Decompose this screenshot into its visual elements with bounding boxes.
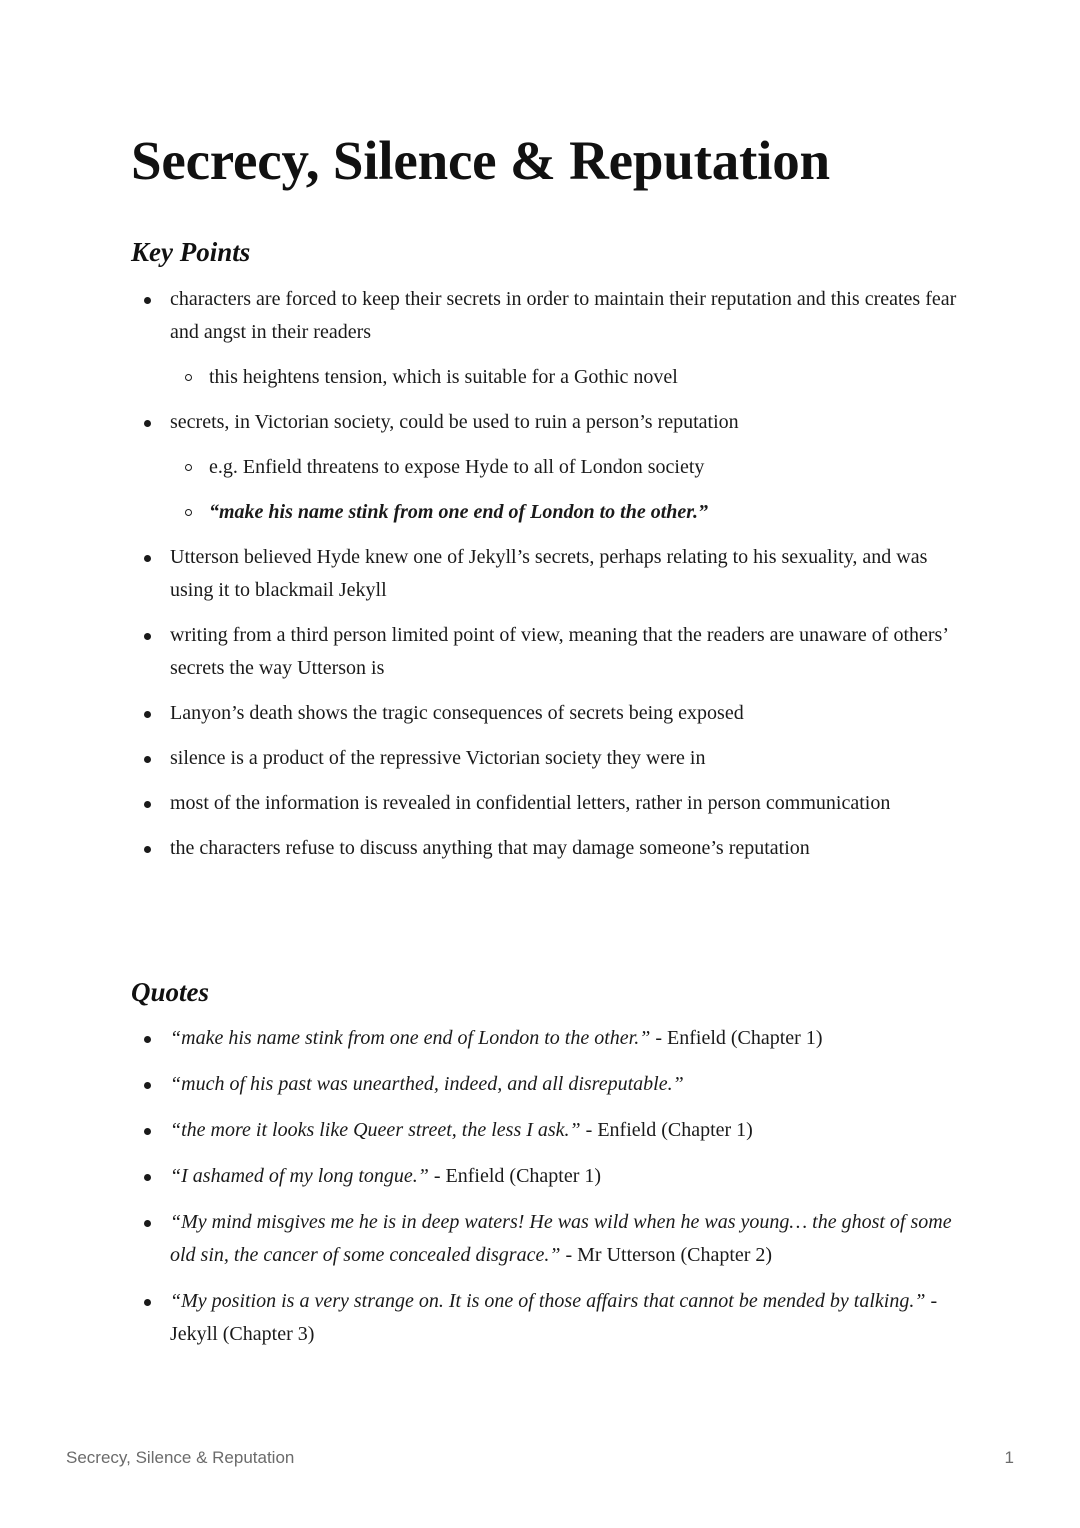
key-points-heading: Key Points [131, 237, 251, 267]
footer-title: Secrecy, Silence & Reputation [66, 1448, 295, 1467]
key-point-subitem-quote: “make his name stink from one end of London to the other.” [209, 501, 708, 523]
key-point-item [131, 697, 961, 730]
quote-text: “My mind misgives me he is in deep waters! He was wild when he was young… the ghost of some old sin, the cancer of some concealed disgrace.” [170, 1211, 952, 1266]
quote-text: “I ashamed of my long tongue.” [170, 1165, 429, 1187]
key-point-subitem [170, 451, 961, 484]
quote-attribution: - Enfield (Chapter 1) [650, 1027, 823, 1049]
quote-text: “the more it looks like Queer street, the less I ask.” [170, 1119, 581, 1141]
quote-item [131, 1022, 961, 1055]
key-point-subitem [170, 496, 961, 529]
page-title: Secrecy, Silence & Reputation [131, 130, 830, 191]
quotes-list [131, 1022, 961, 1364]
key-point-item [131, 832, 961, 865]
quote-attribution: - Enfield (Chapter 1) [428, 1165, 602, 1187]
key-point-text: writing from a third person limited point of view, meaning that the readers are unaware of others’ secrets the way Utterson is [170, 624, 948, 679]
key-point-text: Utterson believed Hyde knew one of Jekyll’s secrets, perhaps relating to his sexuality, and was using it to blackmail Jekyll [170, 546, 928, 601]
key-point-item [131, 406, 961, 529]
key-point-item [131, 283, 961, 394]
quote-text: “make his name stink from one end of London to the other.” [170, 1027, 651, 1049]
key-point-text: Lanyon’s death shows the tragic consequences of secrets being exposed [170, 702, 744, 724]
quote-item [131, 1114, 961, 1147]
quote-text: “much of his past was unearthed, indeed, and all disreputable.” [170, 1073, 684, 1095]
key-point-item [131, 742, 961, 775]
quote-attribution: - Enfield (Chapter 1) [580, 1119, 753, 1141]
key-points-list [131, 283, 961, 877]
key-point-sublist [170, 361, 961, 394]
quote-item [131, 1160, 961, 1193]
quote-item [131, 1206, 961, 1272]
quotes-heading: Quotes [131, 977, 210, 1007]
quote-attribution: - Mr Utterson (Chapter 2) [560, 1244, 773, 1266]
key-point-text: silence is a product of the repressive Victorian society they were in [170, 747, 706, 769]
key-point-text: secrets, in Victorian society, could be used to ruin a person’s reputation [170, 411, 739, 433]
key-point-text: the characters refuse to discuss anything that may damage someone’s reputation [170, 837, 810, 859]
key-point-item [131, 541, 961, 607]
key-point-item [131, 619, 961, 685]
quote-text: “My position is a very strange on. It is one of those affairs that cannot be mended by talking.” [170, 1290, 926, 1312]
quote-item [131, 1068, 961, 1101]
footer-page-number: 1 [1004, 1448, 1014, 1467]
key-point-sublist [170, 451, 961, 529]
key-point-subitem-text: e.g. Enfield threatens to expose Hyde to all of London society [209, 456, 705, 478]
key-point-subitem [170, 361, 961, 394]
key-point-subitem-text: this heightens tension, which is suitable for a Gothic novel [209, 366, 678, 388]
quote-item [131, 1285, 961, 1351]
key-point-text: most of the information is revealed in confidential letters, rather in person communication [170, 792, 891, 814]
key-point-text: characters are forced to keep their secrets in order to maintain their reputation and this creates fear and angst in their readers [170, 288, 957, 343]
key-point-item [131, 787, 961, 820]
quote-attribution: - Jekyll (Chapter 3) [170, 1290, 938, 1345]
